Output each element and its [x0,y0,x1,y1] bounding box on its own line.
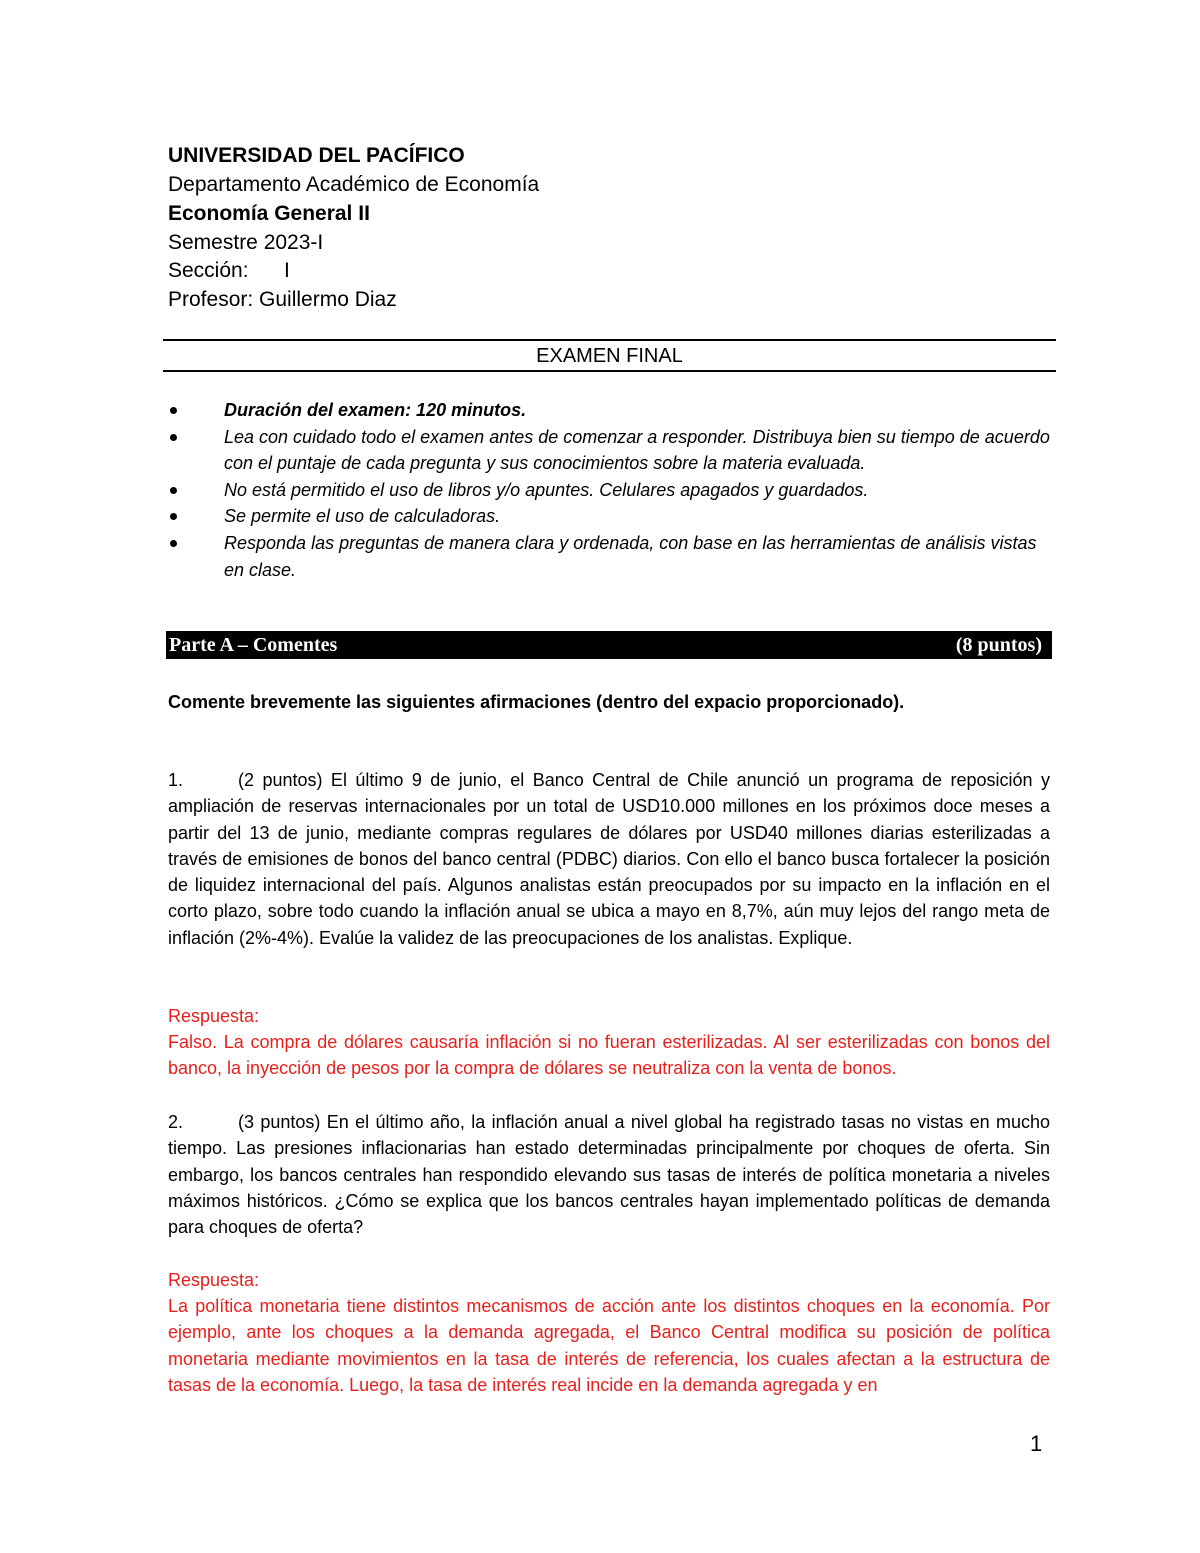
part-a-header [166,631,1052,659]
section-label: Sección: [168,259,249,282]
answer-1: Falso. La compra de dólares causaría inflación si no fueran esterilizadas. Al ser esterilizadas con bonos del banco, la inyección de pesos por la compra de dólares se neutraliza con la venta de bonos. [168,1032,1050,1079]
bullet-icon [170,407,177,414]
exam-title: EXAMEN FINAL [536,345,683,367]
department-name: Departamento Académico de Economía [168,173,540,196]
instructions-list [168,397,1058,583]
instruction-item: Duración del examen: 120 minutos. [168,397,1058,424]
bullet-icon [170,540,177,547]
part-a-instruction: Comente brevemente las siguientes afirmaciones (dentro del expacio proporcionado). [168,692,905,712]
professor-name: Profesor: Guillermo Diaz [168,288,397,311]
question-number: 2. [168,1112,184,1132]
course-name: Economía General II [168,202,370,225]
instruction-item: No está permitido el uso de libros y/o apuntes. Celulares apagados y guardados. [168,477,1058,504]
section-value: I [284,259,290,282]
page-number: 1 [1030,1431,1043,1456]
part-a-title: Parte A – Comentes [169,634,338,656]
top-rule [163,339,1056,341]
instruction-item: Lea con cuidado todo el examen antes de comenzar a responder. Distribuya bien su tiempo de acuerdo con el puntaje de cada pregunta y sus conocimientos sobre la materia evaluada. [168,424,1058,477]
question-text: (2 puntos) El último 9 de junio, el Banco Central de Chile anunció un programa de reposición y ampliación de reservas internacionales por un total de USD10.000 millones en los próximos doce meses a partir del 13 de junio, mediante compras regulares de dólares por USD40 millones diarias esterilizadas a través de emisiones de bonos del banco central (PDBC) diarios. Con ello el banco busca fortalecer la posición de liquidez internacional del país. Algunos analistas están preocupados por su impacto en la inflación en el corto plazo, sobre todo cuando la inflación anual se ubica a mayo en 8,7%, aún muy lejos del rango meta de inflación (2%-4%). Evalúe la validez de las preocupaciones de los analistas. Explique. [168,770,1050,948]
bullet-icon [170,487,177,494]
question-2 [168,1109,1050,1240]
instruction-item: Responda las preguntas de manera clara y ordenada, con base en las herramientas de análisis vistas en clase. [168,530,1058,583]
instruction-item: Se permite el uso de calculadoras. [168,503,1058,530]
university-name: UNIVERSIDAD DEL PACÍFICO [168,144,465,167]
question-text: (3 puntos) En el último año, la inflación anual a nivel global ha registrado tasas no vistas en mucho tiempo. Las presiones inflacionarias han estado determinadas principalmente por choques de oferta. Sin embargo, los bancos centrales han respondido elevando sus tasas de interés de política monetaria a niveles máximos históricos. ¿Cómo se explica que los bancos centrales hayan implementado políticas de demanda para choques de oferta? [168,1112,1050,1238]
bullet-icon [170,513,177,520]
bottom-rule [163,370,1056,372]
part-a-points: (8 puntos) [955,634,1042,656]
answer-label-2: Respuesta: [168,1270,260,1290]
answer-2: La política monetaria tiene distintos mecanismos de acción ante los distintos choques en la economía. Por ejemplo, ante los choques a la demanda agregada, el Banco Central modifica su posición de política monetaria mediante movimientos en la tasa de interés de referencia, los cuales afectan a la estructura de tasas de la economía. Luego, la tasa de interés real incide en la demanda agregada y en [168,1296,1050,1395]
bullet-icon [170,434,177,441]
answer-label-1: Respuesta: [168,1006,260,1026]
semester: Semestre 2023-I [168,231,324,254]
question-number: 1. [168,770,184,790]
question-1 [168,767,1050,951]
